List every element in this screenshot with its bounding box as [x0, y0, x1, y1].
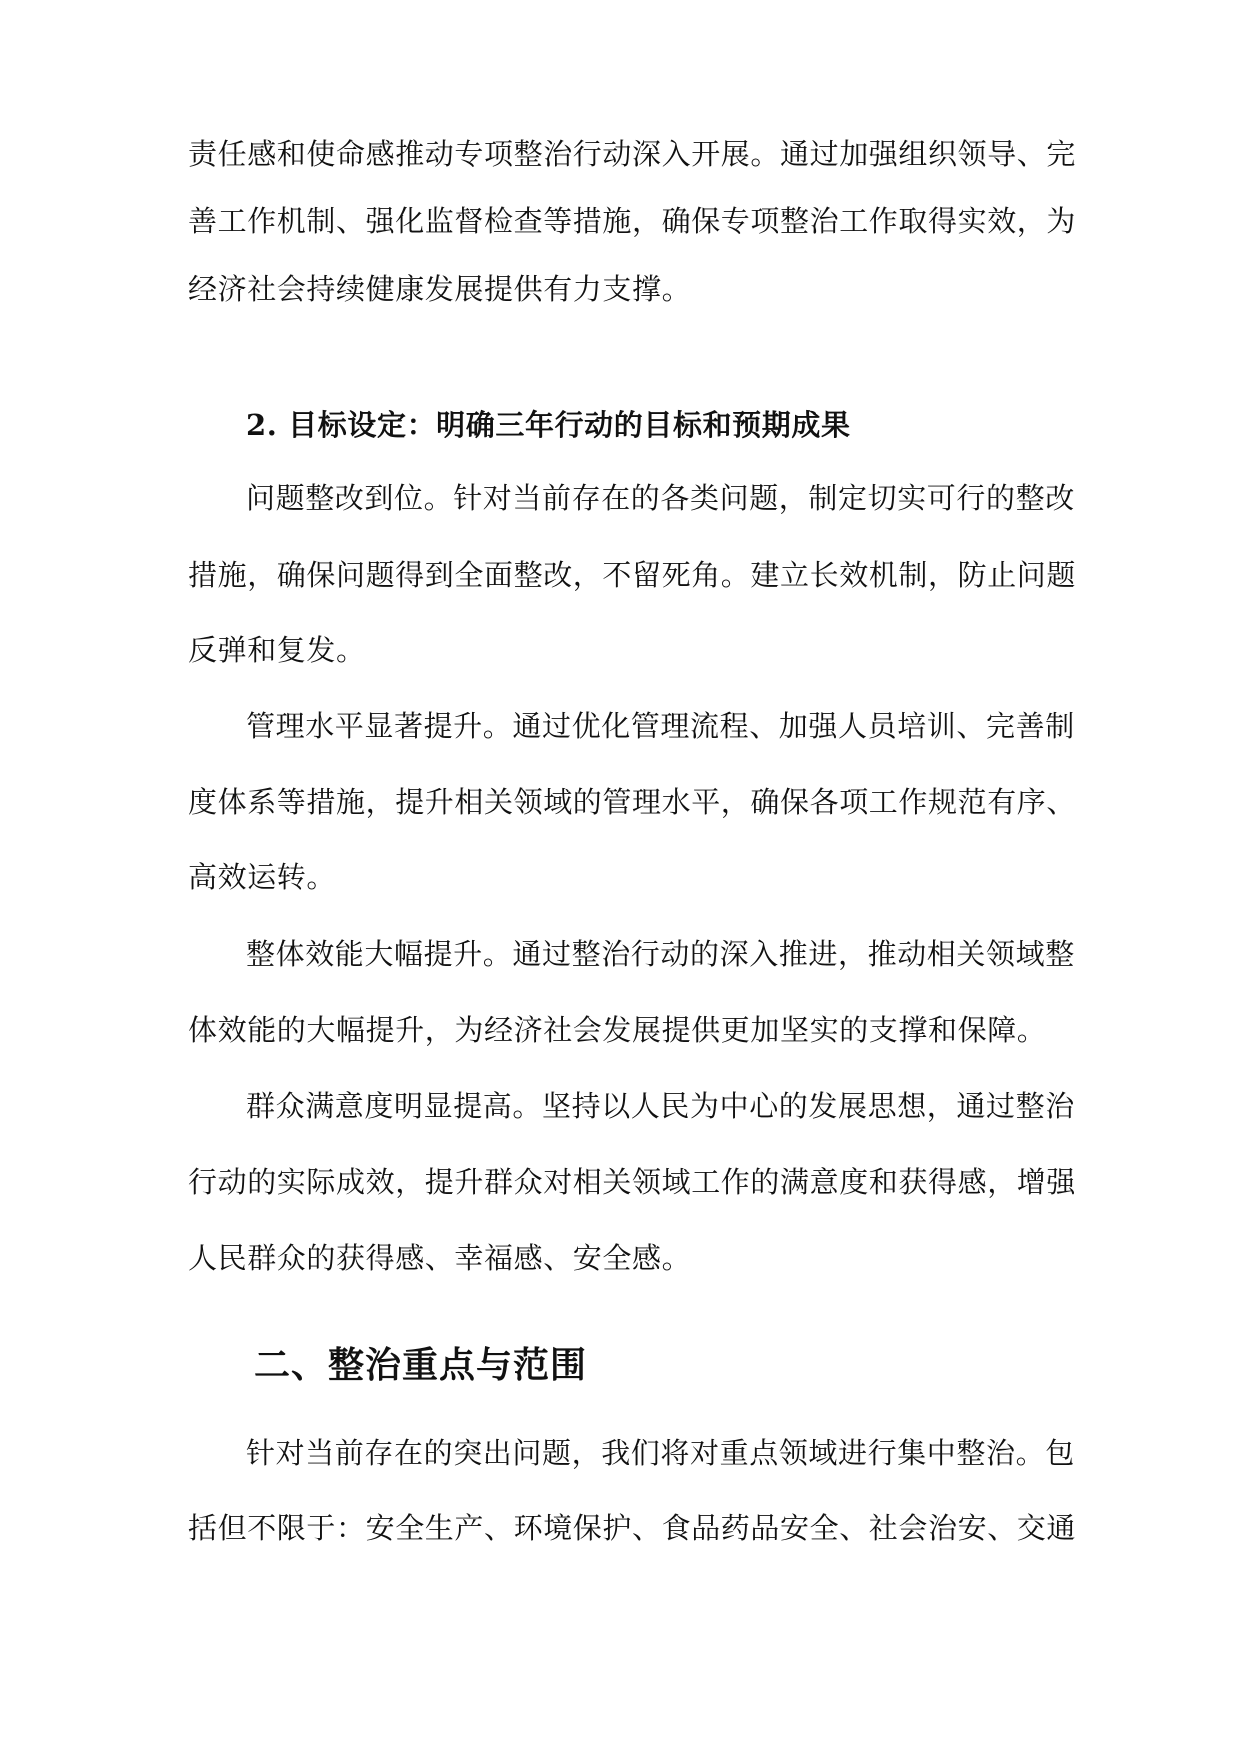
- goal-1-line-1: 问题整改到位。针对当前存在的各类问题，制定切实可行的整改: [246, 481, 1075, 515]
- goal-2-line-2: 度体系等措施，提升相关领域的管理水平，确保各项工作规范有序、: [188, 785, 1077, 819]
- intro-line-3: 经济社会持续健康发展提供有力支撑。: [188, 272, 692, 306]
- section-line-2: 括但不限于：安全生产、环境保护、食品药品安全、社会治安、交通: [188, 1511, 1077, 1545]
- goal-3-line-1: 整体效能大幅提升。通过整治行动的深入推进，推动相关领域整: [246, 937, 1075, 971]
- goal-1-line-3: 反弹和复发。: [188, 633, 366, 667]
- section-line-1: 针对当前存在的突出问题，我们将对重点领域进行集中整治。包: [246, 1436, 1075, 1470]
- intro-line-2: 善工作机制、强化监督检查等措施，确保专项整治工作取得实效，为: [188, 204, 1077, 238]
- goal-1-line-2: 措施，确保问题得到全面整改，不留死角。建立长效机制，防止问题: [188, 558, 1077, 592]
- goal-2-line-1: 管理水平显著提升。通过优化管理流程、加强人员培训、完善制: [246, 709, 1075, 743]
- goal-2-line-3: 高效运转。: [188, 860, 337, 894]
- intro-line-1: 责任感和使命感推动专项整治行动深入开展。通过加强组织领导、完: [188, 137, 1077, 171]
- goals-subheading: 2. 目标设定：明确三年行动的目标和预期成果: [246, 408, 851, 442]
- goal-4-line-3: 人民群众的获得感、幸福感、安全感。: [188, 1241, 692, 1275]
- goal-4-line-1: 群众满意度明显提高。坚持以人民为中心的发展思想，通过整治: [246, 1089, 1075, 1123]
- goal-4-line-2: 行动的实际成效，提升群众对相关领域工作的满意度和获得感，增强: [188, 1165, 1077, 1199]
- section-heading: 二、整治重点与范围: [254, 1344, 588, 1386]
- goal-3-line-2: 体效能的大幅提升，为经济社会发展提供更加坚实的支撑和保障。: [188, 1013, 1047, 1047]
